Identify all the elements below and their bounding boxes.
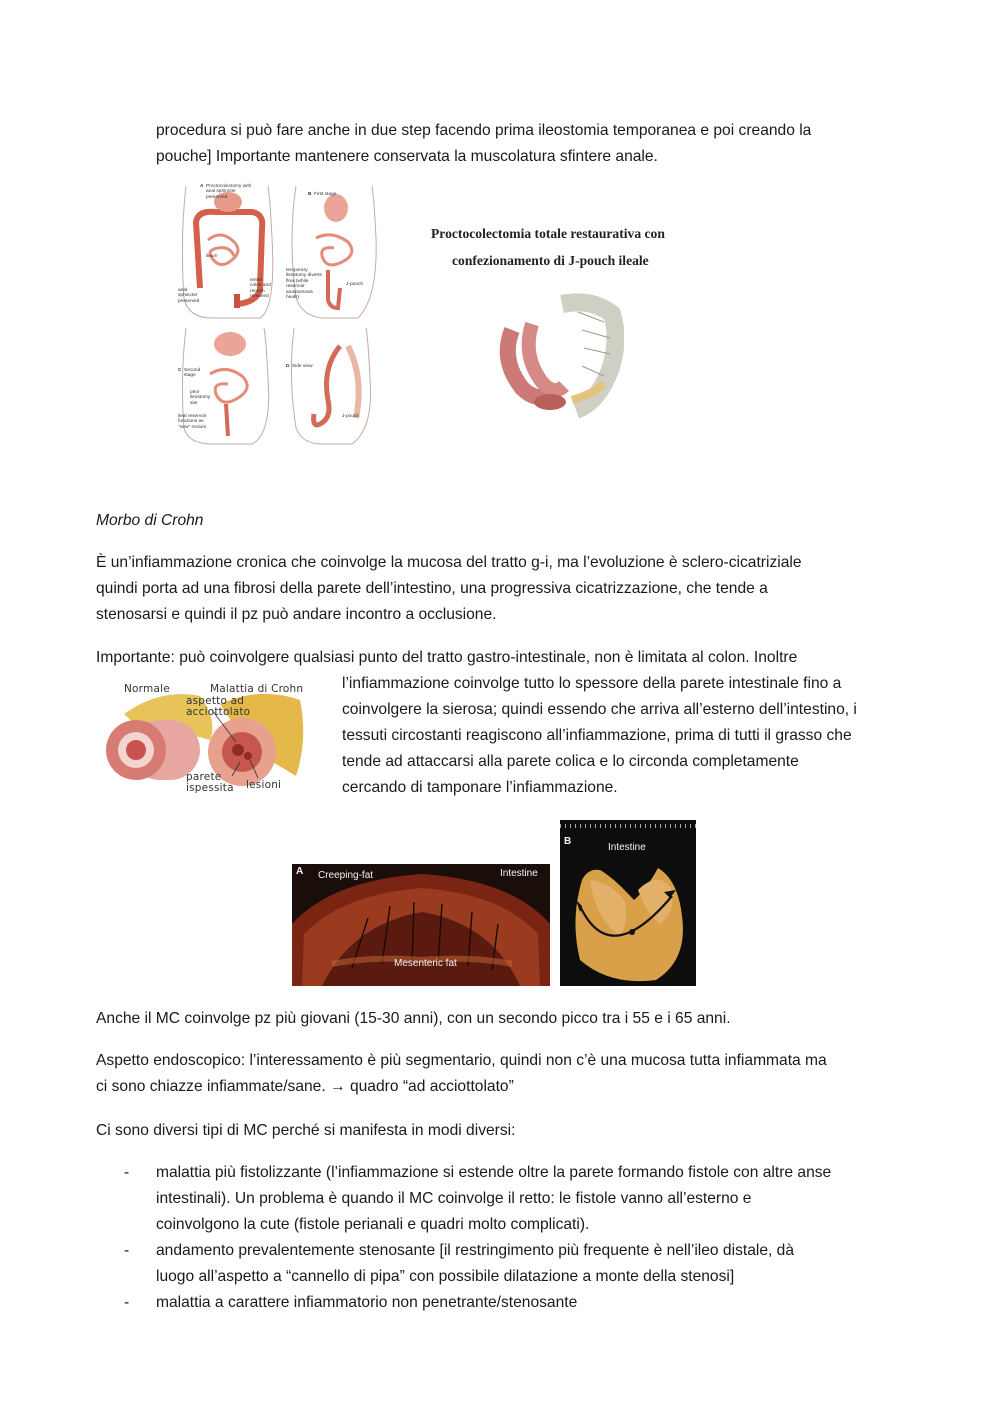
para2-line-5: tende ad attaccarsi alla parete colica e lo circonda completamente <box>342 753 799 770</box>
panel-c-letter: C <box>178 368 182 373</box>
bullet-1-line-2: intestinali). Un problema è quando il MC coinvolge il retto: le fistole vanno all’esterno e <box>156 1190 752 1207</box>
panel-a-label-colon-removed: entire colon and rectum removed <box>250 278 271 300</box>
panel-a-label-sphincter: anal sphincter preserved <box>178 288 200 304</box>
label-crohn: Malattia di Crohn <box>210 683 304 695</box>
label-cobble: aspetto ad acciottolato <box>186 695 251 718</box>
photo-creeping-fat <box>292 864 550 986</box>
panel-a-title: Proctocolectomy with anal sphincter preserved <box>206 184 252 200</box>
intro-line-2: pouche] Importante mantenere conservata la muscolatura sfintere anale. <box>156 148 658 165</box>
label-intestine-a: Intestine <box>500 868 538 879</box>
bullet-1-line-3: coinvolgono la cute (fistole perianali e quadri molto complicati). <box>156 1216 590 1233</box>
panel-b-label-jpouch: J-pouch <box>346 282 364 287</box>
list-item <box>96 1238 916 1290</box>
photo-a-letter: A <box>296 866 304 877</box>
para2-line-4: tessuti circostanti reagiscono all’infiammazione, prima di tutti il grasso che <box>342 727 852 744</box>
figure-caption-line-1: Proctocolectomia totale restaurativa con <box>431 226 665 241</box>
label-mesenteric-fat: Mesenteric fat <box>394 958 457 969</box>
surgery-diagram <box>172 178 384 448</box>
bullet-3-line-1: malattia a carattere infiammatorio non penetrante/stenosante <box>156 1294 578 1311</box>
panel-c-label-reservoir: ileal reservoir functions as "new" rectum <box>178 414 207 430</box>
panel-b-letter: B <box>308 192 312 197</box>
bullet-dash: - <box>124 1242 130 1259</box>
para3: Anche il MC coinvolge pz più giovani (15-30 anni), con un secondo picco tra i 55 e i 65 anni. <box>96 1010 731 1027</box>
para2-line-1: Importante: può coinvolgere qualsiasi punto del tratto gastro-intestinale, non è limitata al colon. Inoltre <box>96 649 798 666</box>
panel-d-letter: D <box>286 364 290 369</box>
jpouch-illustration <box>492 290 624 420</box>
jpouch-illustration-art <box>492 290 624 420</box>
para1-line-3: stenosarsi e quindi il pz può andare incontro a occlusione. <box>96 606 497 623</box>
para4-line-1: Aspetto endoscopico: l’interessamento è più segmentario, quindi non c’è una mucosa tutta infiammata ma <box>96 1052 827 1069</box>
para1-line-2: quindi porta ad una fibrosi della parete dell’intestino, una progressiva cicatrizzazione, che tende a <box>96 580 768 597</box>
para2-line-3: coinvolgere la sierosa; quindi essendo che arriva all’esterno dell’intestino, i <box>342 701 857 718</box>
bullet-1-line-1: malattia più fistolizzante (l’infiammazione si estende oltre la parete formando fistole con altre anse <box>156 1164 832 1181</box>
bullet-2-line-1: andamento prevalentemente stenosante [il restringimento più frequente è nell’ileo distale, dà <box>156 1242 795 1259</box>
intro-line-1: procedura si può fare anche in due step facendo prima ileostomia temporanea e poi creando la <box>156 122 812 139</box>
bullet-2-line-2: luogo all’aspetto a “cannello di pipa” con possibile dilatazione a monte della stenosi] <box>156 1268 735 1285</box>
bullet-dash: - <box>124 1294 130 1311</box>
panel-c-label-ileostomy-site: prior ileostomy site <box>190 390 211 406</box>
para2-line-6: cercando di tamponare l’infiammazione. <box>342 779 618 796</box>
panel-b-label-ileostomy: temporary ileostomy diverts flow (while reservoir anastomosis heals) <box>286 268 322 301</box>
list-item <box>96 1290 916 1316</box>
section-title: Morbo di Crohn <box>96 512 204 529</box>
surgery-diagram-art <box>172 178 384 448</box>
panel-c-title: Second stage <box>184 368 201 379</box>
para5: Ci sono diversi tipi di MC perché si manifesta in modi diversi: <box>96 1122 516 1139</box>
label-creeping-fat: Creeping-fat <box>318 870 374 881</box>
para1-line-1: È un’infiammazione cronica che coinvolge la mucosa del tratto g-i, ma l’evoluzione è sclero-cicatriziale <box>96 554 802 571</box>
para2-line-2: l’infiammazione coinvolge tutto lo spessore della parete intestinale fino a <box>342 675 842 692</box>
label-lesions: lesioni <box>246 779 282 791</box>
para4-line-2: ci sono chiazze infiammate/sane. → quadro “ad acciottolato” <box>96 1078 514 1095</box>
panel-d-title: Side view <box>292 364 313 369</box>
label-intestine-b: Intestine <box>608 842 646 853</box>
panel-a-label-ileum: ileum <box>206 254 218 259</box>
photo-intestine-specimen <box>560 820 696 986</box>
crohn-comparison-illustration <box>100 680 310 794</box>
label-normal: Normale <box>124 683 170 695</box>
panel-b-title: First stage <box>314 192 337 197</box>
photo-b-letter: B <box>564 836 572 847</box>
bullet-dash: - <box>124 1164 130 1181</box>
panel-a-letter: A <box>200 184 204 189</box>
figure-caption-line-2: confezionamento di J-pouch ileale <box>452 253 649 268</box>
panel-d-label-jpouch: J-pouch <box>342 414 360 419</box>
list-item <box>96 1160 916 1238</box>
label-wall: parete ispessita <box>186 771 234 794</box>
